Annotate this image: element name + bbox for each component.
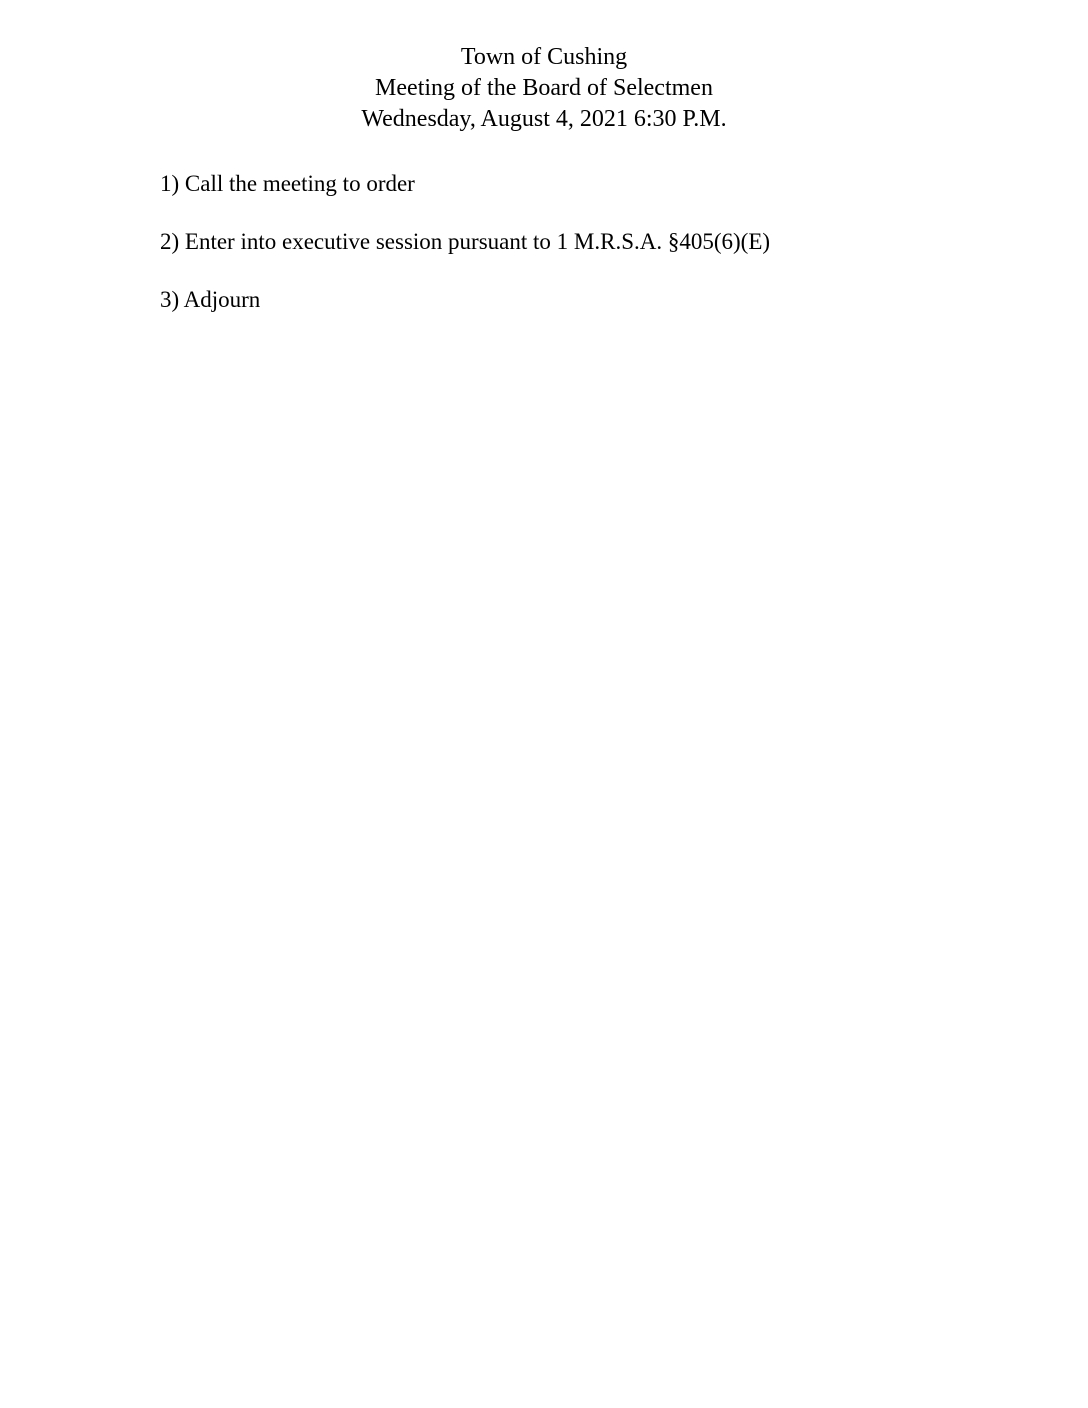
agenda-item-adjourn: 3) Adjourn <box>160 287 261 312</box>
agenda-item-executive-session: 2) Enter into executive session pursuant to 1 M.R.S.A. §405(6)(E) <box>160 229 771 254</box>
header-meeting-title: Meeting of the Board of Selectmen <box>375 75 713 101</box>
header-town-name: Town of Cushing <box>460 44 628 70</box>
agenda-list <box>160 170 1008 344</box>
agenda-item-call-to-order: 1) Call the meeting to order <box>160 171 415 196</box>
document-header <box>0 42 1088 135</box>
header-meeting-datetime: Wednesday, August 4, 2021 6:30 P.M. <box>361 106 727 132</box>
